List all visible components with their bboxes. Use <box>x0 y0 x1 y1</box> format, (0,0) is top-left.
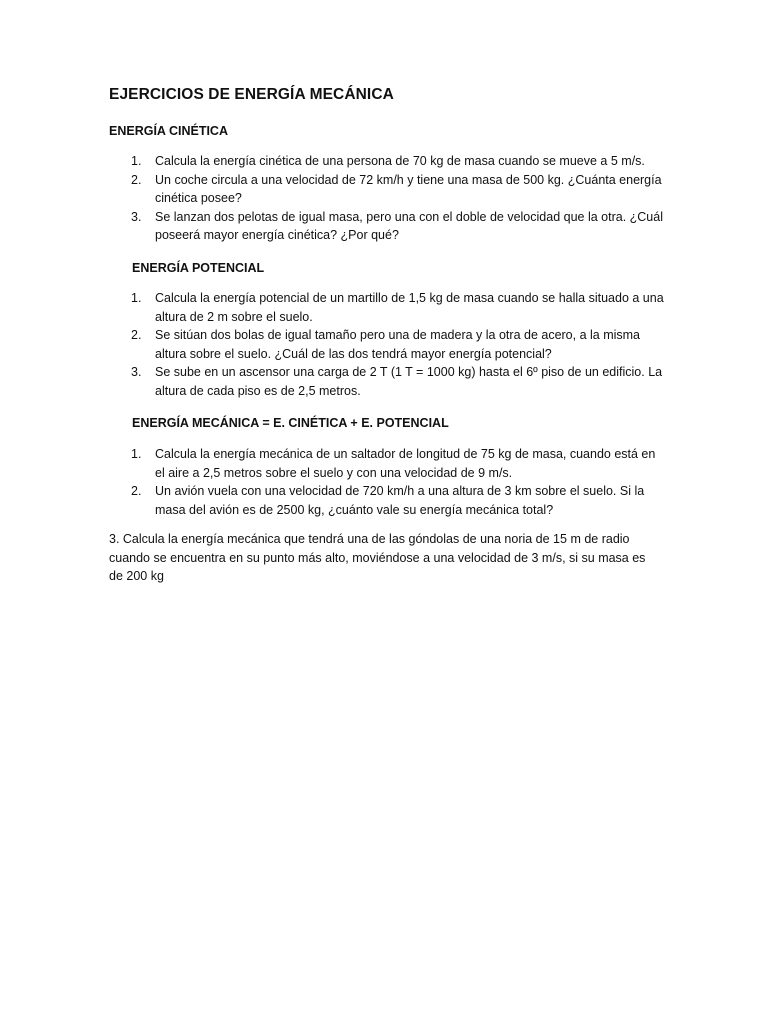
exercise-number: 2. <box>131 328 142 343</box>
section-heading-mechanical: ENERGÍA MECÁNICA = E. CINÉTICA + E. POTENCIAL <box>132 416 449 430</box>
exercise-item <box>109 289 664 326</box>
exercise-text: Un coche circula a una velocidad de 72 km/h y tiene una masa de 500 kg. ¿Cuánta energía cinética posee? <box>155 172 662 206</box>
exercise-text: Un avión vuela con una velocidad de 720 km/h a una altura de 3 km sobre el suelo. Si la masa del avión es de 2500 kg, ¿cuánto vale su energía mecánica total? <box>155 484 645 517</box>
exercise-number: 1. <box>131 154 142 168</box>
exercise-item <box>109 482 664 519</box>
exercise-number: 1. <box>131 291 142 305</box>
exercise-paragraph: 3. Calcula la energía mecánica que tendrá una de las góndolas de una noria de 15 m de radio cuando se encuentra en su punto más alto, moviéndose a una velocidad de 3 m/s, si su masa es de 200 kg <box>109 532 646 584</box>
exercise-text: Se lanzan dos pelotas de igual masa, pero una con el doble de velocidad que la otra. ¿Cuál poseerá mayor energía cinética? ¿Por qué? <box>155 209 663 243</box>
exercise-text: Calcula la energía potencial de un martillo de 1,5 kg de masa cuando se halla situado a una altura de 2 m sobre el suelo. <box>155 291 664 324</box>
exercise-text: Se sube en un ascensor una carga de 2 T (1 T = 1000 kg) hasta el 6º piso de un edificio. La altura de cada piso es de 2,5 metros. <box>155 365 663 398</box>
section-heading-potential: ENERGÍA POTENCIAL <box>132 261 265 275</box>
exercise-item <box>109 326 664 363</box>
exercise-list-mechanical <box>109 445 664 519</box>
exercise-item <box>109 363 664 400</box>
exercise-list-kinetic <box>109 152 664 245</box>
exercise-number: 2. <box>131 172 142 187</box>
exercise-number: 3. <box>131 365 142 380</box>
exercise-item <box>109 152 664 171</box>
exercise-text: Calcula la energía mecánica de un saltador de longitud de 75 kg de masa, cuando está en el aire a 2,5 metros sobre el suelo y con una velocidad de 9 m/s. <box>155 447 656 480</box>
exercise-item <box>109 445 664 482</box>
exercise-number: 3. <box>131 209 142 224</box>
exercise-item <box>109 171 664 208</box>
exercise-item <box>109 208 664 245</box>
exercise-list-potential <box>109 289 664 401</box>
exercise-number: 2. <box>131 484 142 499</box>
exercise-text: Calcula la energía cinética de una persona de 70 kg de masa cuando se mueve a 5 m/s. <box>155 154 645 168</box>
document-title: EJERCICIOS DE ENERGÍA MECÁNICA <box>109 86 394 103</box>
section-heading-kinetic: ENERGÍA CINÉTICA <box>109 124 228 138</box>
exercise-text: Se sitúan dos bolas de igual tamaño pero una de madera y la otra de acero, a la misma altura sobre el suelo. ¿Cuál de las dos tendrá mayor energía potencial? <box>155 328 641 361</box>
exercise-number: 1. <box>131 447 142 461</box>
